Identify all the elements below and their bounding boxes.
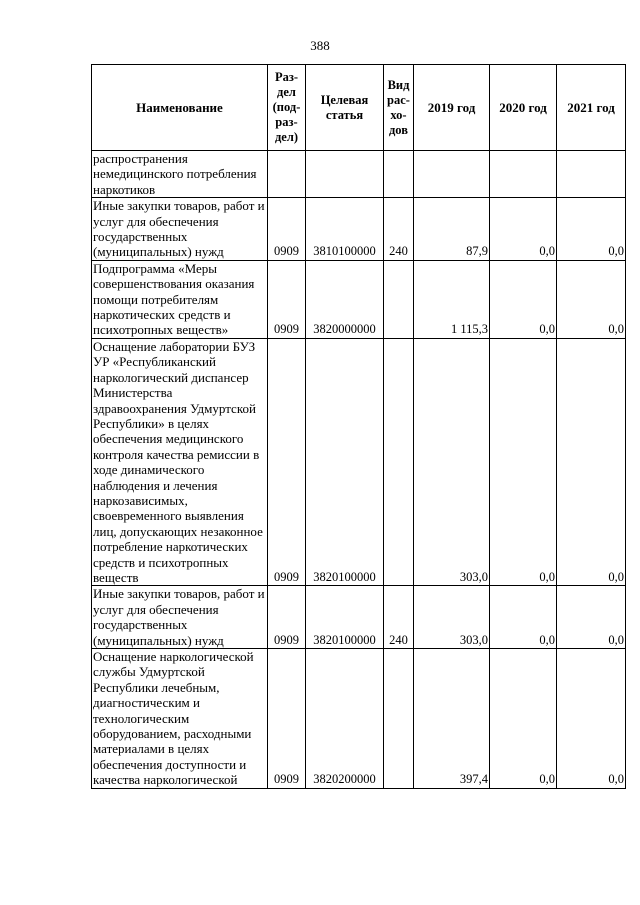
cell-name: Оснащение наркологической службы Удмуртской Республики лечебным, диагностическим и технологическим оборудованием, расходными материалами в целях обеспечения доступности и качества наркологической bbox=[92, 649, 268, 789]
budget-table bbox=[91, 64, 626, 789]
cell-2020: 0,0 bbox=[490, 198, 557, 261]
cell-name: распространения немедицинского потребления наркотиков bbox=[92, 151, 268, 198]
cell-2019: 303,0 bbox=[414, 338, 490, 586]
table-header-row bbox=[92, 65, 626, 151]
table-row bbox=[92, 649, 626, 789]
cell-name: Оснащение лаборатории БУЗ УР «Республиканский наркологический диспансер Министерства здравоохранения Удмуртской Республики» в целях обеспечения медицинского контроля качества ремиссии в ходе динамического наблюдения и лечения наркозависимых, своевременного выявления лиц, допускающих незаконное потребление наркотических средств и психотропных веществ bbox=[92, 338, 268, 586]
cell-target: 3810100000 bbox=[306, 198, 384, 261]
cell-2021: 0,0 bbox=[557, 260, 626, 338]
cell-expense bbox=[384, 649, 414, 789]
cell-target: 3820100000 bbox=[306, 586, 384, 649]
cell-name: Подпрограмма «Меры совершенствования оказания помощи потребителям наркотических средств и психотропных веществ» bbox=[92, 260, 268, 338]
header-2021: 2021 год bbox=[557, 65, 626, 151]
cell-2021 bbox=[557, 151, 626, 198]
header-name: Наименование bbox=[92, 65, 268, 151]
cell-2019: 397,4 bbox=[414, 649, 490, 789]
cell-2021: 0,0 bbox=[557, 586, 626, 649]
header-2020: 2020 год bbox=[490, 65, 557, 151]
cell-2019: 1 115,3 bbox=[414, 260, 490, 338]
cell-2021: 0,0 bbox=[557, 198, 626, 261]
cell-2020: 0,0 bbox=[490, 260, 557, 338]
cell-target bbox=[306, 151, 384, 198]
cell-expense bbox=[384, 151, 414, 198]
cell-section: 0909 bbox=[268, 586, 306, 649]
cell-expense: 240 bbox=[384, 586, 414, 649]
header-expense: Вид рас- хо- дов bbox=[384, 65, 414, 151]
cell-target: 3820000000 bbox=[306, 260, 384, 338]
cell-section: 0909 bbox=[268, 338, 306, 586]
cell-section bbox=[268, 151, 306, 198]
cell-target: 3820100000 bbox=[306, 338, 384, 586]
cell-2019: 87,9 bbox=[414, 198, 490, 261]
cell-2019 bbox=[414, 151, 490, 198]
cell-expense: 240 bbox=[384, 198, 414, 261]
cell-section: 0909 bbox=[268, 198, 306, 261]
cell-expense bbox=[384, 260, 414, 338]
page-number: 388 bbox=[310, 38, 330, 53]
cell-2020: 0,0 bbox=[490, 649, 557, 789]
cell-name: Иные закупки товаров, работ и услуг для обеспечения государственных (муниципальных) нужд bbox=[92, 586, 268, 649]
header-section: Раз- дел (под- раз- дел) bbox=[268, 65, 306, 151]
cell-target: 3820200000 bbox=[306, 649, 384, 789]
cell-2021: 0,0 bbox=[557, 649, 626, 789]
cell-2021: 0,0 bbox=[557, 338, 626, 586]
cell-2020: 0,0 bbox=[490, 586, 557, 649]
header-2019: 2019 год bbox=[414, 65, 490, 151]
table-row bbox=[92, 586, 626, 649]
cell-2020: 0,0 bbox=[490, 338, 557, 586]
cell-2019: 303,0 bbox=[414, 586, 490, 649]
cell-2020 bbox=[490, 151, 557, 198]
table-row bbox=[92, 151, 626, 198]
cell-name: Иные закупки товаров, работ и услуг для обеспечения государственных (муниципальных) нужд bbox=[92, 198, 268, 261]
table-row bbox=[92, 260, 626, 338]
table-row bbox=[92, 198, 626, 261]
header-target: Целевая статья bbox=[306, 65, 384, 151]
table-row bbox=[92, 338, 626, 586]
cell-expense bbox=[384, 338, 414, 586]
cell-section: 0909 bbox=[268, 260, 306, 338]
cell-section: 0909 bbox=[268, 649, 306, 789]
